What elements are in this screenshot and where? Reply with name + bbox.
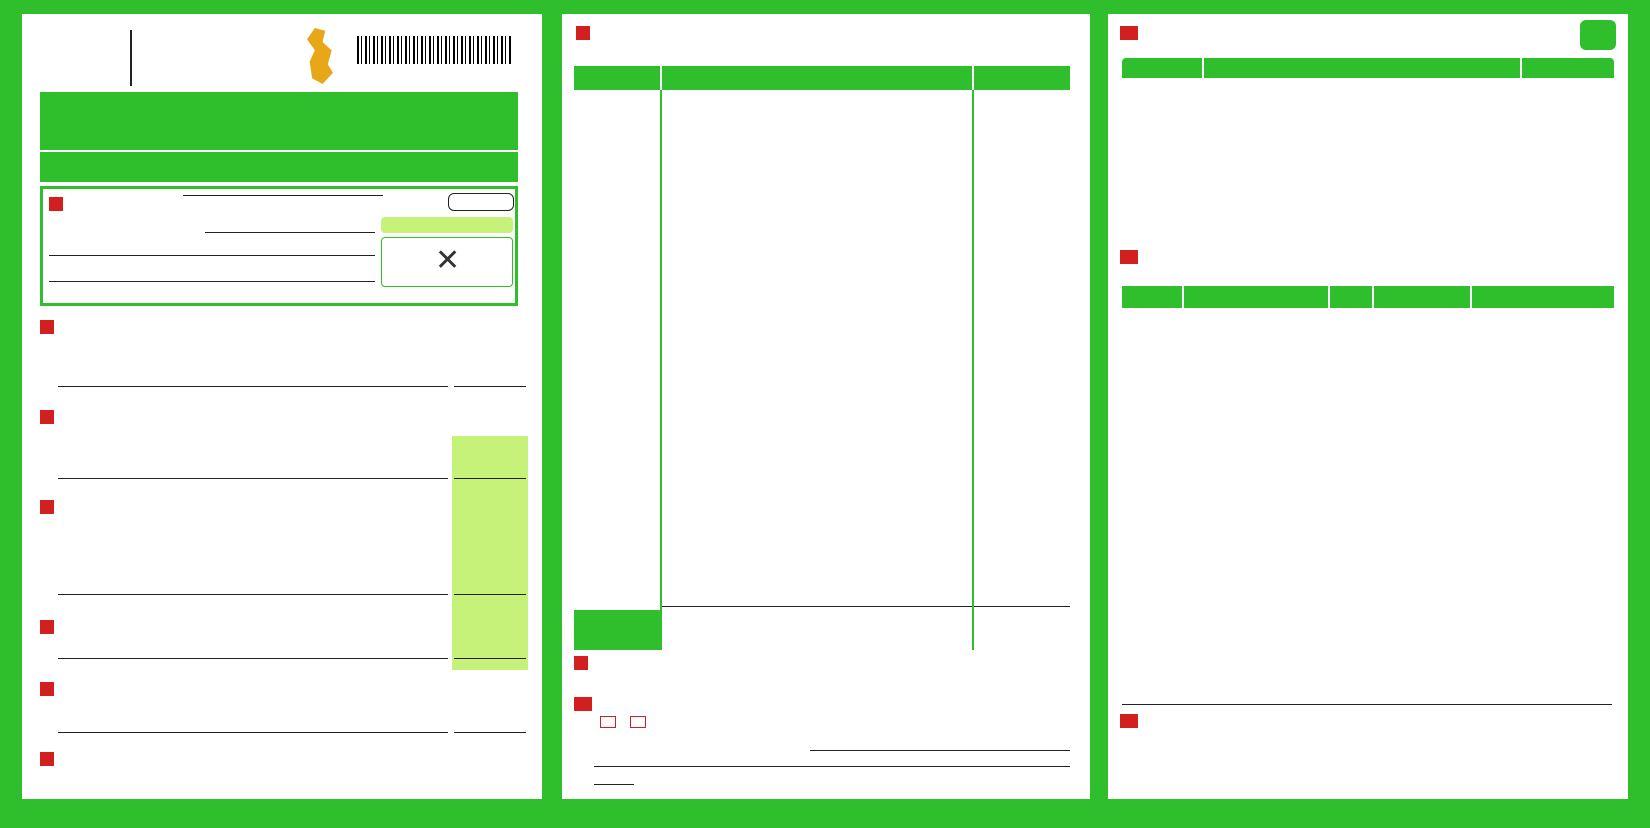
no-checkbox[interactable] xyxy=(630,716,646,728)
section-3 xyxy=(40,410,440,427)
section-8-header xyxy=(576,26,1076,56)
section-1-box xyxy=(40,186,518,306)
section-6 xyxy=(40,682,440,715)
section-10 xyxy=(574,697,1074,730)
col-numero xyxy=(974,66,1070,90)
section-9 xyxy=(574,656,1074,689)
nuevo-leon-map-icon xyxy=(307,28,333,84)
section-12-header xyxy=(1120,250,1620,268)
total-label xyxy=(574,610,660,650)
col-divider xyxy=(660,90,662,650)
section-13-header xyxy=(1120,714,1620,731)
col-partido xyxy=(574,66,660,90)
protest-boxes xyxy=(1128,750,1608,766)
election-title xyxy=(40,92,518,150)
x-mark-icon: ✕ xyxy=(435,244,461,277)
seccion-value xyxy=(448,193,514,211)
middle-panel xyxy=(562,14,1090,799)
tipo-casilla-label xyxy=(381,217,513,233)
section-2 xyxy=(40,320,520,339)
sum-strip xyxy=(452,436,528,670)
section-4 xyxy=(40,500,440,517)
municipio-value xyxy=(183,195,383,196)
barcode xyxy=(357,36,512,64)
col-resultados xyxy=(662,66,972,90)
right-panel xyxy=(1108,14,1628,799)
si-checkbox[interactable] xyxy=(600,716,616,728)
footer-instruction xyxy=(562,799,1090,821)
section-11-header xyxy=(1120,26,1570,43)
left-panel xyxy=(22,14,542,799)
section-7 xyxy=(40,752,490,785)
divider xyxy=(130,30,132,86)
page-number-badge xyxy=(1580,20,1616,50)
col-divider xyxy=(972,90,974,650)
incident-sheets xyxy=(594,774,634,789)
section-5 xyxy=(40,620,440,639)
acta-subtitle xyxy=(40,152,518,182)
